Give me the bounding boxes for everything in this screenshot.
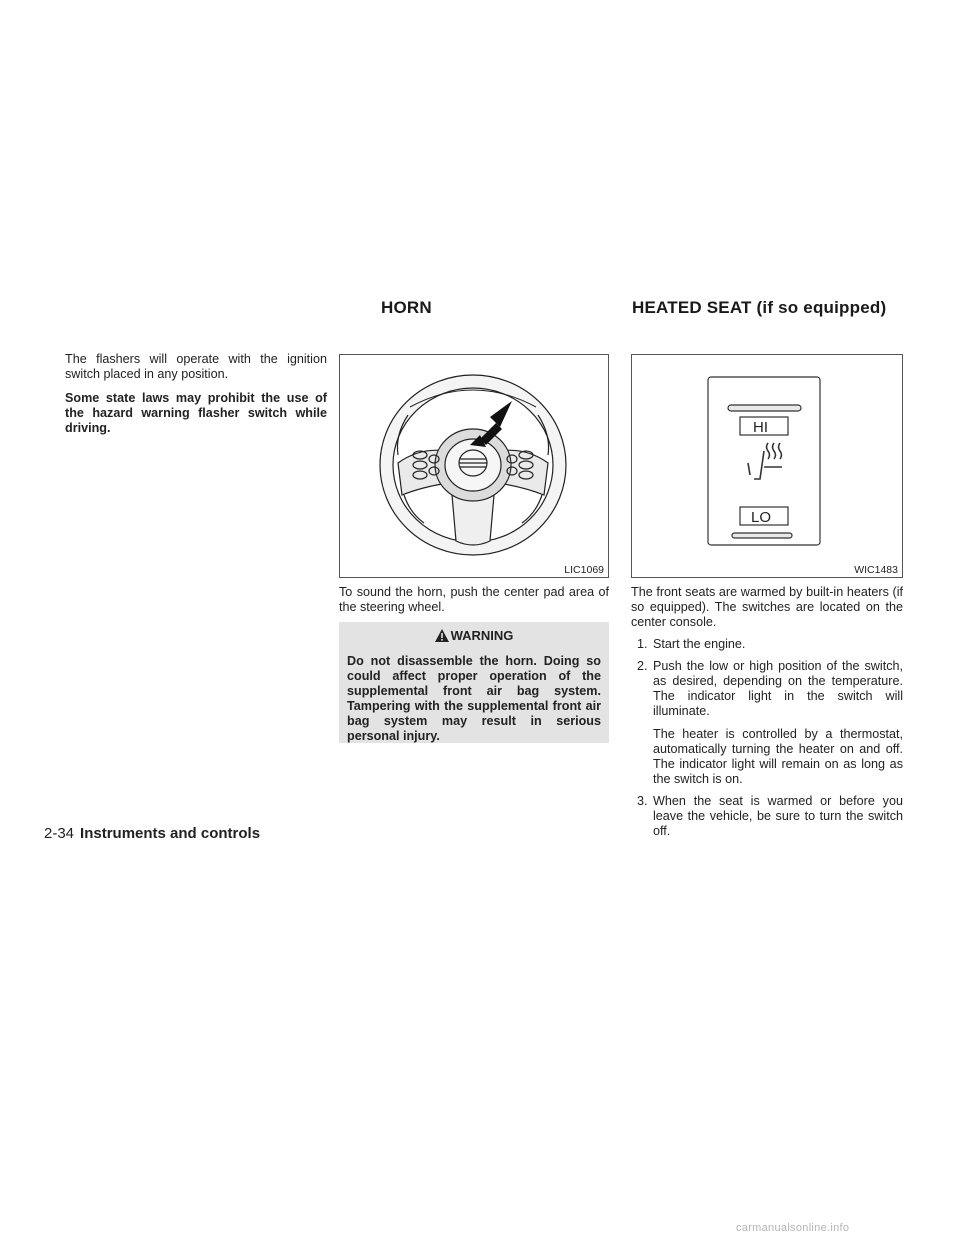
step-text: Start the engine. [653,637,746,651]
law-paragraph: Some state laws may prohibit the use of the hazard warning flasher switch while driving. [65,391,327,435]
step-text: Push the low or high position of the switch, as desired, depending on the temperature. The indicator light in the switch will illuminate. [653,659,903,718]
heated-seat-column [631,585,903,846]
step-number: 3. [637,794,648,808]
warning-box [339,622,609,743]
warning-title: WARNING [450,628,514,643]
figure-code-horn: LIC1069 [564,564,604,576]
heated-seat-switch-figure [631,354,903,578]
footer-section: Instruments and controls [80,825,261,842]
step-subparagraph: The heater is controlled by a thermostat, automatically turning the heater on and off. The indicator light will remain on as long as the switch is on. [653,727,903,786]
left-column [65,352,327,436]
switch-label-lo: LO [751,509,772,526]
warning-text: Do not disassemble the horn. Doing so could affect proper operation of the supplemental front air bag system. Tampering with the supplemental front air bag system may result in serious personal injury. [347,654,601,743]
horn-paragraph: To sound the horn, push the center pad area of the steering wheel. [339,585,609,614]
page-number: 2-34 [44,825,75,842]
step-item [631,637,903,652]
step-number: 2. [637,659,648,673]
step-text: When the seat is warmed or before you leave the vehicle, be sure to turn the switch off. [653,794,903,838]
step-item [631,659,903,787]
watermark: carmanualsonline.info [736,1222,850,1234]
switch-label-hi: HI [753,419,768,436]
heading-horn: HORN [381,298,432,317]
step-number: 1. [637,637,648,651]
step-item [631,794,903,839]
steering-wheel-figure [339,354,609,578]
seat-heater-icon [748,443,782,479]
seat-switch-illustration [632,355,902,577]
horn-column [339,585,609,615]
heated-seat-steps [631,637,903,839]
warning-header [339,622,609,650]
heading-heated-seat: HEATED SEAT (if so equipped) [632,298,887,317]
steering-wheel-illustration [340,355,608,577]
page-footer [44,825,260,842]
flashers-paragraph: The flashers will operate with the ignition switch placed in any position. [65,352,327,381]
figure-code-heated-seat: WIC1483 [854,564,898,576]
warning-icon [435,629,449,642]
heated-seat-intro: The front seats are warmed by built-in heaters (if so equipped). The switches are located on the center console. [631,585,903,629]
